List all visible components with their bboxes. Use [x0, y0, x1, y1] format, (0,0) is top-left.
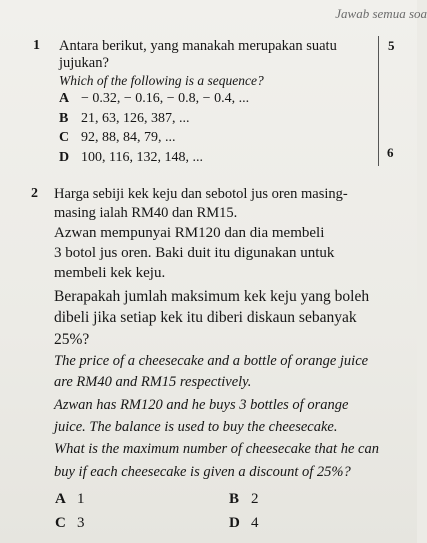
- option-text: 2: [251, 491, 259, 507]
- q2-malay-line-8: 25%?: [54, 331, 90, 348]
- option-text: 4: [251, 515, 259, 531]
- q1-option-b[interactable]: [59, 111, 190, 127]
- q2-malay-line-4: 3 botol jus oren. Baki duit itu digunakan untuk: [54, 245, 335, 261]
- q2-number: 2: [31, 186, 38, 201]
- instruction-header: Jawab semua soa: [335, 6, 427, 21]
- q2-english-line-5: What is the maximum number of cheesecake that he can: [54, 441, 379, 457]
- q1-option-a[interactable]: [59, 91, 249, 107]
- q1-option-c[interactable]: [59, 130, 176, 146]
- q2-option-c[interactable]: [55, 515, 85, 532]
- option-letter: B: [59, 111, 69, 126]
- option-letter: D: [59, 150, 70, 165]
- option-letter: C: [55, 515, 66, 531]
- q2-malay-line-2: masing ialah RM40 dan RM15.: [54, 205, 238, 221]
- q1-number: 1: [33, 38, 40, 53]
- q1-malay-line-1: Antara berikut, yang manakah merupakan suatu: [59, 38, 337, 54]
- option-letter: D: [229, 515, 240, 531]
- q2-english-line-4: juice. The balance is used to buy the cheesecake.: [54, 419, 338, 435]
- q1-marks: 5: [388, 38, 395, 53]
- option-letter: B: [229, 491, 240, 507]
- option-letter: C: [59, 130, 70, 145]
- q2-option-b[interactable]: [229, 491, 259, 508]
- q2-english-line-6: buy if each cheesecake is given a discount of 25%?: [54, 464, 351, 480]
- q2-malay-line-5: membeli kek keju.: [54, 265, 166, 281]
- q2-english-line-1: The price of a cheesecake and a bottle of orange juice: [54, 353, 369, 369]
- option-letter: A: [55, 491, 66, 507]
- q2-malay-line-3: Azwan mempunyai RM120 dan dia membeli: [54, 225, 325, 241]
- margin-rule: [378, 36, 379, 166]
- q2-malay-line-7: dibeli jika setiap kek itu diberi diskaun sebanyak: [54, 309, 357, 326]
- option-text: 100, 116, 132, 148, ...: [81, 150, 203, 165]
- q2-english-line-2: are RM40 and RM15 respectively.: [54, 374, 252, 390]
- q2-option-d[interactable]: [229, 515, 259, 532]
- q2-malay-line-6: Berapakah jumlah maksimum kek keju yang boleh: [54, 288, 370, 305]
- option-text: 21, 63, 126, 387, ...: [81, 111, 190, 126]
- q1-malay-line-2: jujukan?: [59, 55, 109, 71]
- option-text: 3: [77, 515, 85, 531]
- option-letter: A: [59, 91, 70, 106]
- option-text: 1: [77, 491, 85, 507]
- q1-english: Which of the following is a sequence?: [59, 73, 264, 88]
- q1-option-d[interactable]: [59, 150, 203, 166]
- option-text: − 0.32, − 0.16, − 0.8, − 0.4, ...: [81, 91, 250, 106]
- q2-option-a[interactable]: [55, 491, 85, 508]
- option-text: 92, 88, 84, 79, ...: [81, 130, 176, 145]
- q2-marks: 6: [387, 145, 394, 160]
- q2-malay-line-1: Harga sebiji kek keju dan sebotol jus oren masing-: [54, 186, 348, 202]
- q2-english-line-3: Azwan has RM120 and he buys 3 bottles of orange: [54, 397, 349, 413]
